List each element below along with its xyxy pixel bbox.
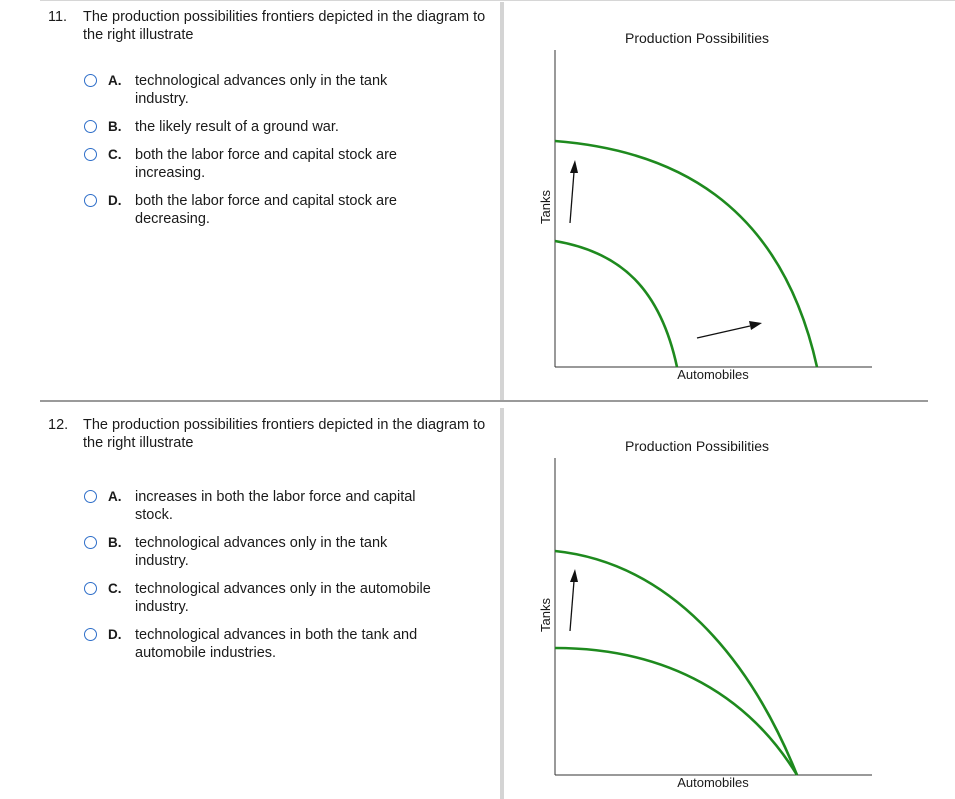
option-letter: D. — [108, 193, 122, 208]
arrowhead-icon — [570, 160, 578, 173]
chart-title: Production Possibilities — [625, 438, 769, 454]
option-text: technological advances in both the tank and automobile industries. — [135, 627, 418, 661]
radio-button-a[interactable] — [84, 490, 97, 503]
radio-button-c[interactable] — [84, 582, 97, 595]
question-text: The production possibilities frontiers depicted in the diagram to the right illustrate — [83, 9, 486, 43]
option-text: technological advances only in the automobile industry. — [135, 581, 431, 615]
ppf-curve-outer — [555, 551, 797, 775]
question-number: 11. — [48, 9, 68, 25]
ppf-curve-inner — [555, 648, 797, 775]
radio-button-b[interactable] — [84, 120, 97, 133]
chart-title: Production Possibilities — [625, 30, 769, 46]
x-axis-label: Automobiles — [677, 367, 749, 382]
option-text: increases in both the labor force and capital stock. — [135, 489, 416, 523]
column-divider — [500, 408, 504, 799]
option-text: both the labor force and capital stock are increasing. — [135, 147, 397, 181]
shift-arrow-up — [570, 581, 574, 631]
option-text: technological advances only in the tank industry. — [135, 535, 388, 569]
option-letter: B. — [108, 119, 122, 134]
x-axis-label: Automobiles — [677, 775, 749, 790]
option-letter: A. — [108, 73, 122, 88]
option-text: the likely result of a ground war. — [135, 119, 339, 135]
shift-arrow-up — [570, 172, 574, 223]
option-letter: C. — [108, 581, 122, 596]
ppf-curve-outer — [555, 141, 817, 367]
option-text: technological advances only in the tank industry. — [135, 73, 388, 107]
radio-button-a[interactable] — [84, 74, 97, 87]
radio-button-d[interactable] — [84, 628, 97, 641]
option-letter: B. — [108, 535, 122, 550]
ppf-chart-11 — [520, 20, 890, 390]
question-number: 12. — [48, 417, 69, 433]
y-axis-label: Tanks — [538, 598, 553, 632]
arrowhead-icon — [749, 321, 762, 330]
ppf-chart-12 — [520, 428, 890, 798]
option-letter: A. — [108, 489, 122, 504]
option-text: both the labor force and capital stock are decreasing. — [135, 193, 397, 227]
y-axis-label: Tanks — [538, 190, 553, 224]
question-divider — [40, 400, 928, 402]
ppf-curve-inner — [555, 241, 677, 367]
option-letter: C. — [108, 147, 122, 162]
radio-button-d[interactable] — [84, 194, 97, 207]
option-letter: D. — [108, 627, 122, 642]
question-12 — [0, 408, 955, 799]
column-divider — [500, 2, 504, 400]
radio-button-b[interactable] — [84, 536, 97, 549]
question-text: The production possibilities frontiers depicted in the diagram to the right illustrate — [83, 417, 486, 451]
shift-arrow-right — [697, 326, 750, 338]
radio-button-c[interactable] — [84, 148, 97, 161]
arrowhead-icon — [570, 569, 578, 582]
